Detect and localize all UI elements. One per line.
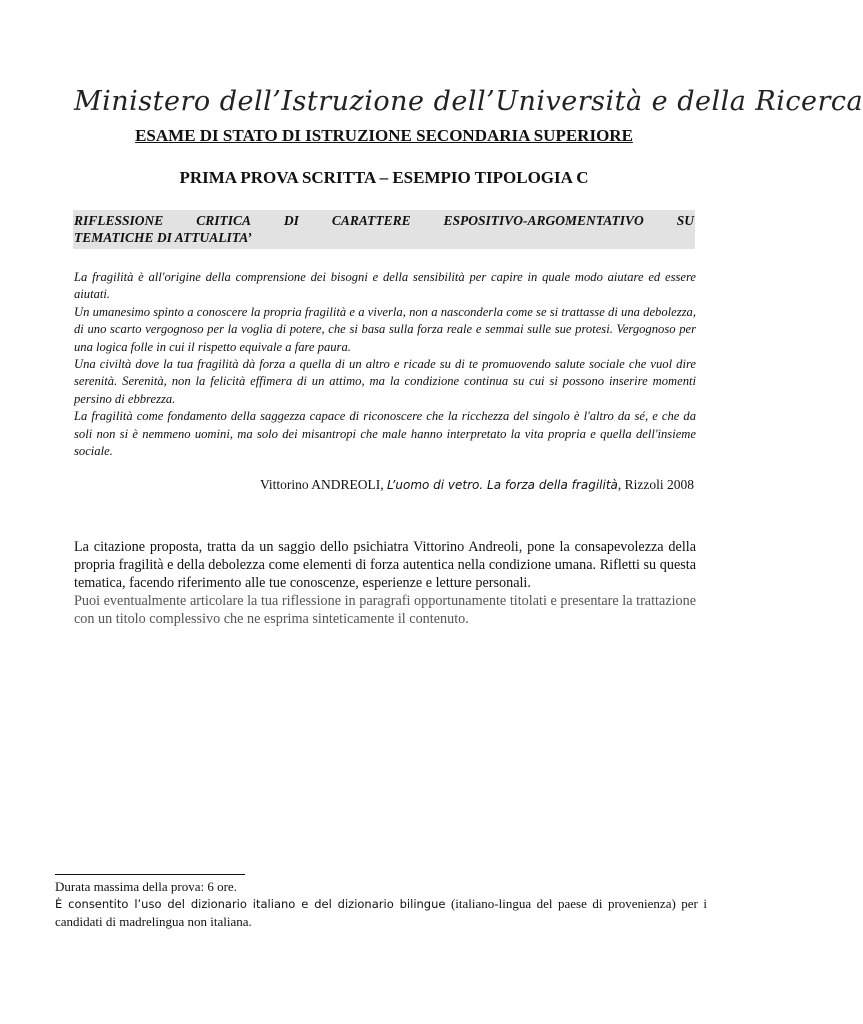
attribution-author: Vittorino ANDREOLI, (259, 477, 388, 492)
footnote-divider (55, 874, 245, 875)
attribution-book-title: L’uomo di vetro. La forza della fragilità (387, 478, 618, 492)
footnotes (55, 878, 707, 930)
quote-block (74, 269, 696, 460)
typology-word: SU (676, 213, 694, 228)
footnote-dictionary-rest: (italiano-lingua del paese di provenienza) per i candidati di madrelingua non italiana. (55, 896, 707, 929)
quote-attribution (74, 477, 694, 493)
ministry-heading: Ministero dell’Istruzione dell’Università e della Ricerca (74, 86, 863, 117)
typology-word: RIFLESSIONE (74, 213, 164, 228)
instructions-secondary: Puoi eventualmente articolare la tua riflessione in paragrafi opportunamente titolati e presentare la trattazione con un titolo complessivo che ne esprima sinteticamente il contenuto. (74, 593, 696, 627)
typology-line-1 (74, 212, 694, 229)
typology-word: CARATTERE (331, 213, 411, 228)
typology-line-2: TEMATICHE DI ATTUALITA’ (74, 230, 252, 245)
typology-box (73, 210, 695, 249)
exam-title: ESAME DI STATO DI ISTRUZIONE SECONDARIA SUPERIORE (135, 126, 633, 145)
typology-word: ESPOSITIVO-ARGOMENTATIVO (443, 213, 644, 228)
prova-title: PRIMA PROVA SCRITTA – ESEMPIO TIPOLOGIA C (179, 168, 589, 187)
instructions-main: La citazione proposta, tratta da un saggio dello psichiatra Vittorino Andreoli, pone la consapevolezza della propria fragilità e della debolezza come elementi di forza autentica nella condizione umana. Rifletti su questa tematica, facendo riferimento alle tue conoscenze, esperienze e letture personali. (74, 539, 696, 591)
typology-word: DI (283, 213, 299, 228)
typology-word: CRITICA (196, 213, 251, 228)
quote-paragraph: Una civiltà dove la tua fragilità dà forza a quella di un altro e ricade su di te promuovendo salute sociale che vuol dire serenità. Serenità, non la felicità effimera di un attimo, ma la condizione continua su cui si possono inserire momenti persino di ebbrezza. (74, 357, 696, 406)
footnote-dictionary (55, 895, 707, 930)
quote-paragraph: La fragilità è all'origine della comprensione dei bisogni e della sensibilità per capire in quale modo aiutare ed essere aiutati. (74, 270, 696, 302)
attribution-publisher: , Rizzoli 2008 (617, 477, 694, 492)
footnote-dictionary-prefix: È consentito l’uso del dizionario italiano e del dizionario bilingue (55, 897, 446, 911)
footnote-duration: Durata massima della prova: 6 ore. (55, 879, 237, 894)
quote-paragraph: Un umanesimo spinto a conoscere la propria fragilità e a viverla, non a nasconderla come se si trattasse di una debolezza, di uno scarto vergognoso per la voglia di potere, che si basa sulla forza reale e semmai sulle sue protesi. Vergognoso per una logica folle in cui il rispetto equivale a fare paura. (74, 304, 696, 354)
instructions-block (74, 538, 696, 628)
quote-paragraph: La fragilità come fondamento della saggezza capace di riconoscere che la ricchezza del singolo è l'altro da sé, e che da soli non si è nemmeno uomini, ma solo dei misantropi che male hanno interpretato la vita propria e quella dell'insieme sociale. (74, 409, 696, 459)
